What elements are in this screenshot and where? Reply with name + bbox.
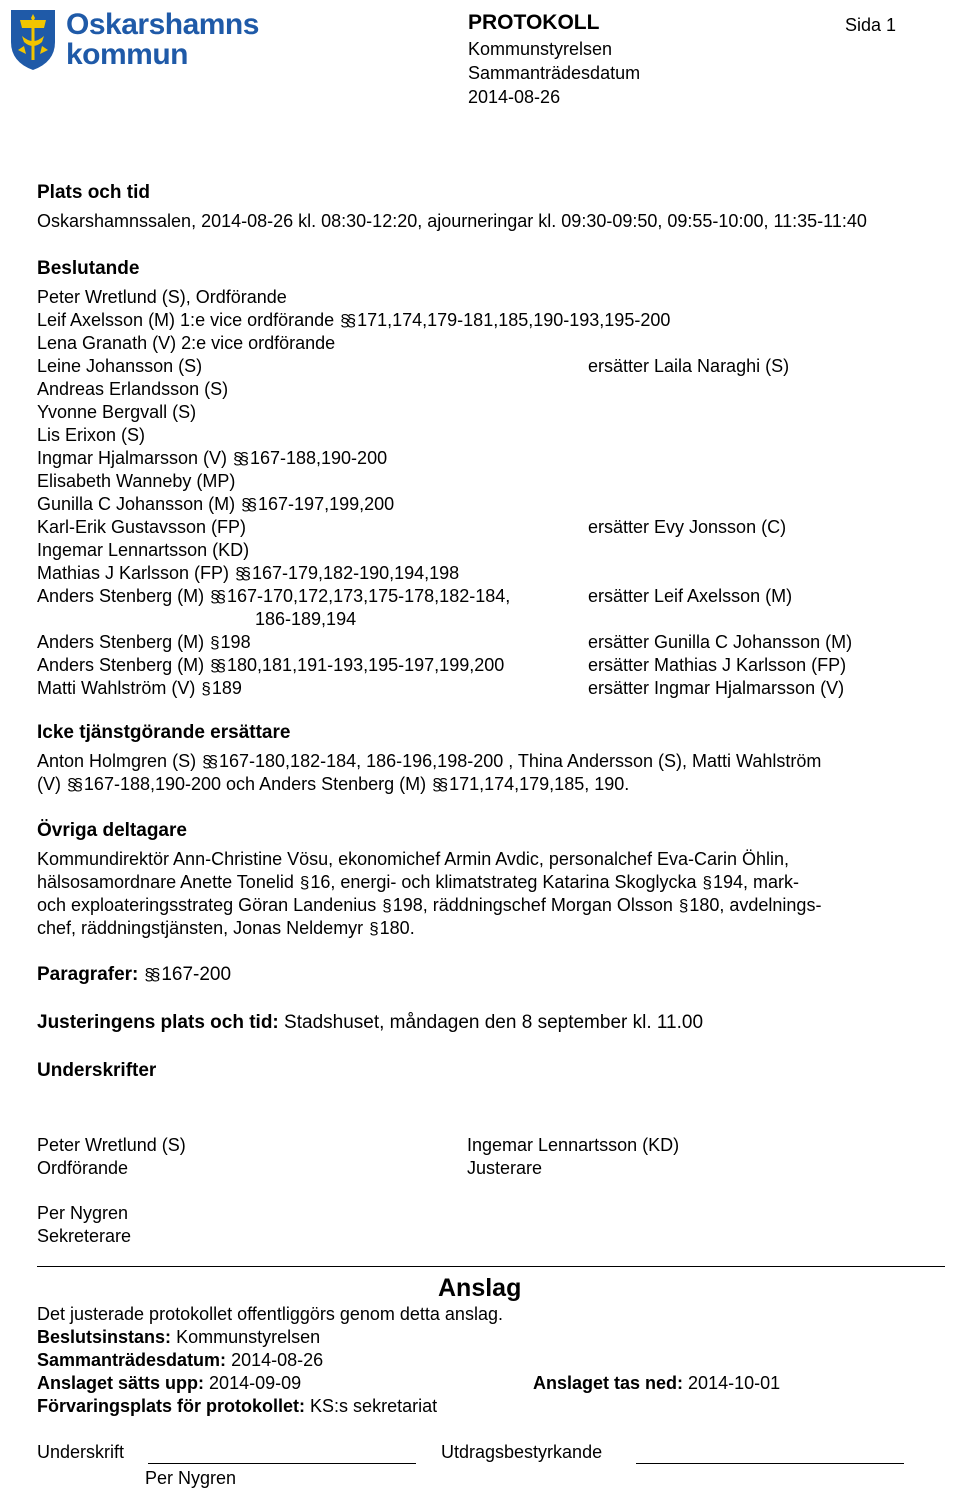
icke-line: (V) §§ 167-188,190-200 och Anders Stenberg (M) §§ 171,174,179,185, 190. <box>37 774 630 794</box>
section-sign-icon: §§ <box>235 564 248 583</box>
anslag-upp: Anslaget sätts upp: 2014-09-09 <box>37 1373 302 1393</box>
icke-line: Anton Holmgren (S) §§ 167-180,182-184, 186-196,198-200 , Thina Andersson (S), Matti Wahlström <box>37 751 822 771</box>
section-sign-icon: § <box>369 919 376 938</box>
member-row: Ingmar Hjalmarsson (V) §§ 167-188,190-200 <box>37 448 388 468</box>
member-row: Lis Erixon (S) <box>37 425 146 445</box>
anslag-datum: Sammanträdesdatum: 2014-08-26 <box>37 1350 324 1370</box>
member-row: Anders Stenberg (M) §§ 180,181,191-193,195-197,199,200 <box>37 655 505 675</box>
section-sign-icon: §§ <box>144 965 158 984</box>
municipality-logo <box>8 6 258 78</box>
replaces-text: ersätter Laila Naraghi (S) <box>588 356 790 376</box>
section-sign-icon: § <box>299 873 307 892</box>
underskrifter-heading: Underskrifter <box>37 1060 157 1081</box>
section-sign-icon: §§ <box>210 656 223 675</box>
anslag-forvaring: Förvaringsplats för protokollet: KS:s sekretariat <box>37 1396 438 1416</box>
paragrafer-line: Paragrafer: §§ 167-200 <box>37 964 232 985</box>
page-number: Sida 1 <box>845 15 897 35</box>
replaces-text: ersätter Leif Axelsson (M) <box>588 586 793 606</box>
ovriga-line: Kommundirektör Ann-Christine Vösu, ekonomichef Armin Avdic, personalchef Eva-Carin Öhlin, <box>37 849 790 869</box>
ovriga-line: chef, räddningstjänsten, Jonas Neldemyr § 180. <box>37 918 415 938</box>
signatory-role: Ordförande <box>37 1158 129 1178</box>
member-row: Karl-Erik Gustavsson (FP) <box>37 517 247 537</box>
signature-line <box>636 1463 904 1464</box>
anslag-divider <box>37 1266 945 1267</box>
section-sign-icon: §§ <box>67 775 80 794</box>
section-sign-icon: §§ <box>210 587 223 606</box>
member-row: Yvonne Bergvall (S) <box>37 402 197 422</box>
section-sign-icon: §§ <box>432 775 446 794</box>
plats-text: Oskarshamnssalen, 2014-08-26 kl. 08:30-12:20, ajourneringar kl. 09:30-09:50, 09:55-10:00, 11:35-11:40 <box>37 211 867 231</box>
signatory-name: Per Nygren <box>37 1203 129 1223</box>
justering-line: Justeringens plats och tid: Stadshuset, måndagen den 8 september kl. 11.00 <box>37 1012 704 1033</box>
icke-heading: Icke tjänstgörande ersättare <box>37 722 291 743</box>
plats-heading: Plats och tid <box>37 182 150 203</box>
document-title: PROTOKOLL <box>468 11 600 34</box>
member-row: Leif Axelsson (M) 1:e vice ordförande §§ 171,174,179-181,185,190-193,195-200 <box>37 310 671 330</box>
signatory-name: Ingemar Lennartsson (KD) <box>467 1135 680 1155</box>
ovriga-line: och exploateringsstrateg Göran Landenius § 198, räddningschef Morgan Olsson § 180, avdelnings- <box>37 895 822 915</box>
beslutande-heading: Beslutande <box>37 258 140 279</box>
section-sign-icon: § <box>382 896 389 915</box>
member-row: Matti Wahlström (V) § 189 <box>37 678 242 698</box>
ovriga-line: hälsosamordnare Anette Tonelid § 16, energi- och klimatstrateg Katarina Skoglycka § 194, mark- <box>37 872 800 892</box>
member-row: Lena Granath (V) 2:e vice ordförande <box>37 333 336 353</box>
section-sign-icon: § <box>201 679 208 698</box>
section-sign-icon: § <box>702 873 709 892</box>
header-organ: Kommunstyrelsen <box>468 39 613 59</box>
section-sign-icon: §§ <box>340 311 354 330</box>
replaces-text: ersätter Ingmar Hjalmarsson (V) <box>588 678 845 698</box>
signature-line <box>148 1463 416 1464</box>
signatory-name: Peter Wretlund (S) <box>37 1135 186 1155</box>
replaces-text: ersätter Evy Jonsson (C) <box>588 517 787 537</box>
underskrift-label: Underskrift <box>37 1442 125 1462</box>
anslag-ned: Anslaget tas ned: 2014-10-01 <box>533 1373 781 1393</box>
replaces-text: ersätter Mathias J Karlsson (FP) <box>588 655 847 675</box>
member-row: Ingemar Lennartsson (KD) <box>37 540 250 560</box>
member-row: Gunilla C Johansson (M) §§ 167-197,199,200 <box>37 494 395 514</box>
anslag-intro: Det justerade protokollet offentliggörs genom detta anslag. <box>37 1304 503 1324</box>
member-row: Andreas Erlandsson (S) <box>37 379 229 399</box>
member-row: Mathias J Karlsson (FP) §§ 167-179,182-190,194,198 <box>37 563 460 583</box>
member-row-continuation: 186-189,194 <box>255 609 357 629</box>
member-row: Anders Stenberg (M) §§ 167-170,172,173,175-178,182-184, <box>37 586 511 606</box>
ovriga-heading: Övriga deltagare <box>37 820 187 841</box>
header-date-label: Sammanträdesdatum <box>468 63 641 83</box>
member-row: Leine Johansson (S) <box>37 356 203 376</box>
signatory-role: Sekreterare <box>37 1226 132 1246</box>
member-row: Anders Stenberg (M) § 198 <box>37 632 251 652</box>
underskrift-name: Per Nygren <box>145 1468 237 1488</box>
section-sign-icon: §§ <box>241 495 255 514</box>
coat-of-arms-icon <box>8 6 58 72</box>
member-row: Peter Wretlund (S), Ordförande <box>37 287 287 307</box>
section-sign-icon: § <box>210 633 217 652</box>
signatory-role: Justerare <box>467 1158 543 1178</box>
utdrag-label: Utdragsbestyrkande <box>441 1442 603 1462</box>
anslag-instans: Beslutsinstans: Kommunstyrelsen <box>37 1327 321 1347</box>
anslag-heading: Anslag <box>438 1274 522 1302</box>
logo-wordmark: Oskarshamns kommun <box>66 8 259 71</box>
member-row: Elisabeth Wanneby (MP) <box>37 471 236 491</box>
section-sign-icon: §§ <box>202 752 215 771</box>
replaces-text: ersätter Gunilla C Johansson (M) <box>588 632 853 652</box>
section-sign-icon: § <box>678 896 686 915</box>
section-sign-icon: §§ <box>233 449 246 468</box>
header-date: 2014-08-26 <box>468 87 561 107</box>
